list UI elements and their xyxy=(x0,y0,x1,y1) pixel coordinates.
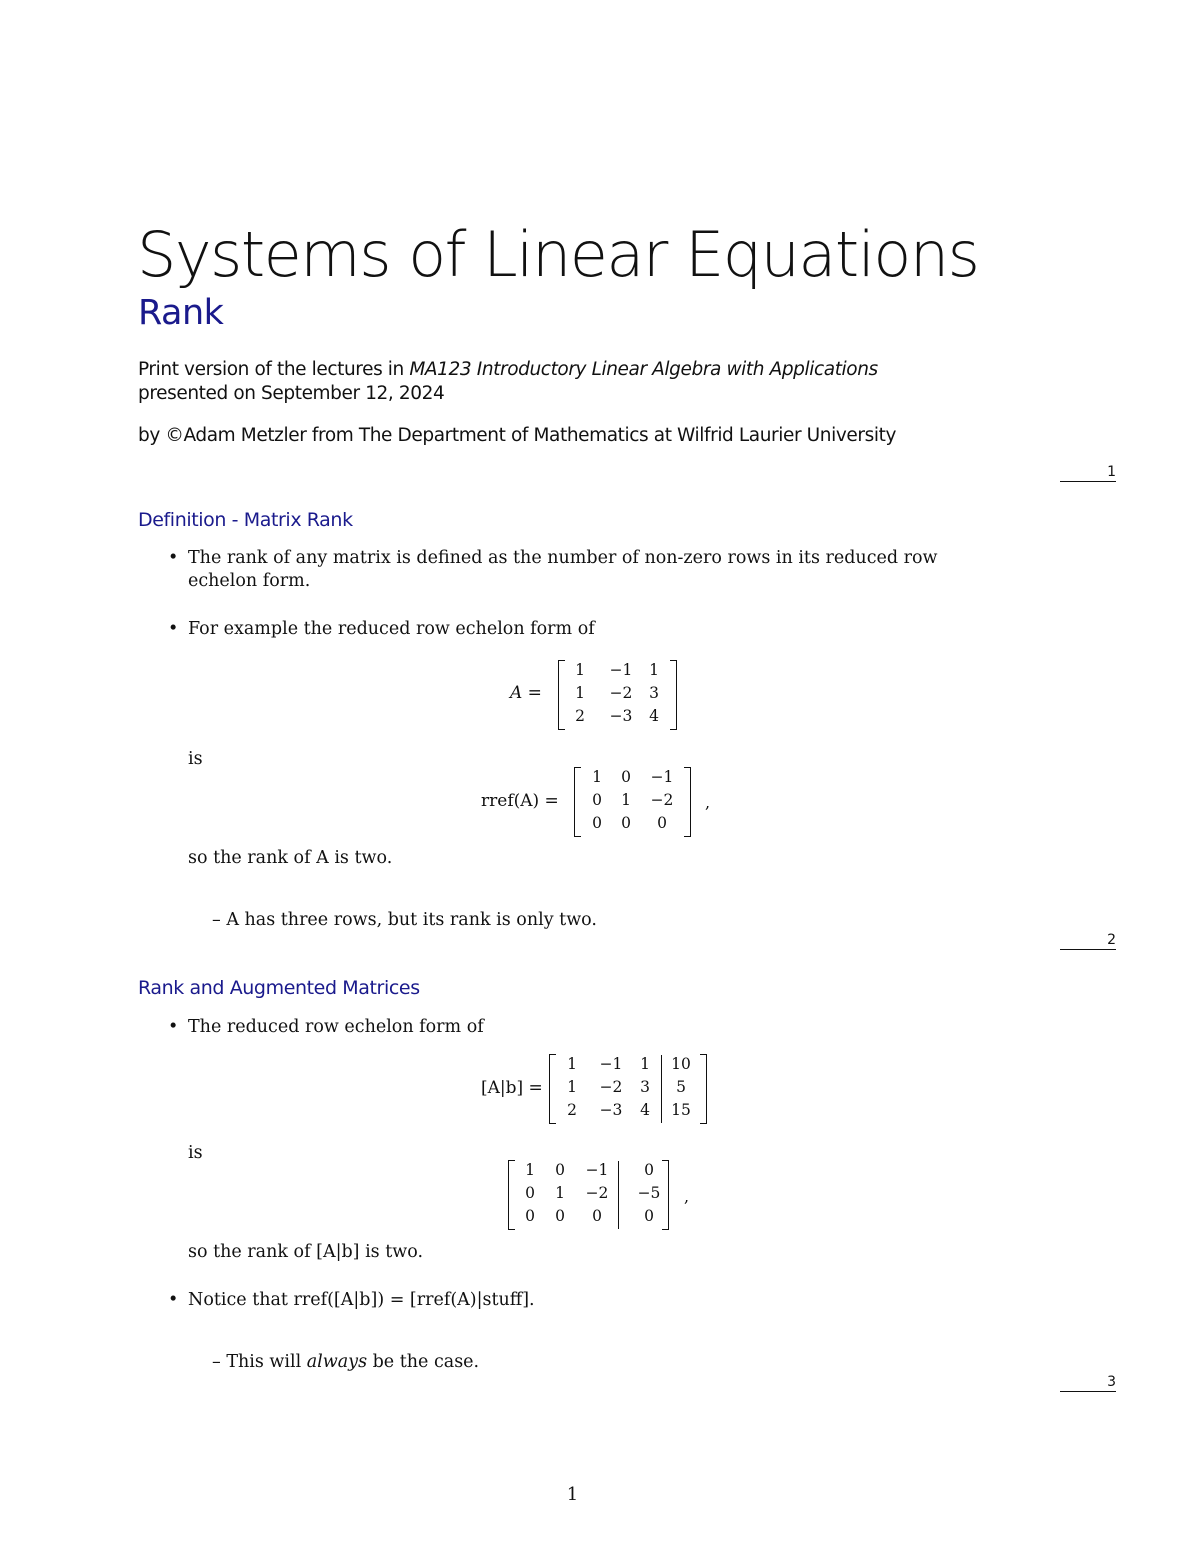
bullet-rank-definition-line1: The rank of any matrix is defined as the number of non-zero rows in its reduced row xyxy=(188,548,938,568)
augmented-rref-divider xyxy=(618,1161,619,1229)
matrix-cell: 15 xyxy=(671,1101,691,1119)
section-heading-augmented: Rank and Augmented Matrices xyxy=(138,977,420,999)
augmented-rref-right-bracket xyxy=(662,1160,669,1230)
print-version-prefix: Print version of the lectures in xyxy=(138,359,410,380)
sub-bullet-three-rows: – A has three rows, but its rank is only two. xyxy=(212,910,597,930)
matrix-cell: 0 xyxy=(592,814,602,832)
always-suffix: be the case. xyxy=(367,1352,480,1372)
slide-number-1: 1 xyxy=(1060,464,1116,482)
matrix-cell: −1 xyxy=(650,768,674,786)
matrix-a-left-bracket xyxy=(558,660,565,730)
sub-bullet-always xyxy=(212,1352,479,1372)
always-prefix: – This will xyxy=(212,1352,307,1372)
matrix-cell: −1 xyxy=(585,1161,609,1179)
matrix-cell: 1 xyxy=(640,1055,650,1073)
bullet-notice-text: Notice that rref([A|b]) = [rref(A)|stuff]. xyxy=(188,1290,535,1310)
author-line: by ©Adam Metzler from The Department of Mathematics at Wilfrid Laurier University xyxy=(138,425,896,446)
matrix-cell: −2 xyxy=(599,1078,623,1096)
rref-a-left-bracket xyxy=(574,767,581,837)
matrix-cell: 2 xyxy=(575,707,585,725)
document-title: Systems of Linear Equations xyxy=(137,218,979,291)
matrix-cell: 1 xyxy=(575,684,585,702)
matrix-cell: 4 xyxy=(649,707,659,725)
matrix-cell: 0 xyxy=(592,1207,602,1225)
is-text-2: is xyxy=(188,1143,203,1163)
augmented-label: [A|b] = xyxy=(481,1078,543,1098)
matrix-cell: 0 xyxy=(592,791,602,809)
bullet-rank-definition-line2: echelon form. xyxy=(188,571,311,591)
matrix-cell: −5 xyxy=(637,1184,661,1202)
matrix-cell: 1 xyxy=(621,791,631,809)
augmented-left-bracket xyxy=(549,1054,556,1124)
matrix-cell: 0 xyxy=(525,1184,535,1202)
matrix-cell: 1 xyxy=(575,661,585,679)
matrix-cell: 10 xyxy=(671,1055,691,1073)
slide-number-3: 3 xyxy=(1060,1374,1116,1392)
is-text-1: is xyxy=(188,749,203,769)
matrix-cell: 0 xyxy=(644,1207,654,1225)
matrix-cell: 2 xyxy=(567,1101,577,1119)
rref-a-label: rref(A) = xyxy=(481,791,559,811)
matrix-cell: 3 xyxy=(649,684,659,702)
matrix-cell: −2 xyxy=(585,1184,609,1202)
section-heading-matrix-rank: Definition - Matrix Rank xyxy=(138,509,353,531)
presented-date-line: presented on September 12, 2024 xyxy=(138,383,445,404)
matrix-cell: −1 xyxy=(599,1055,623,1073)
course-name: MA123 Introductory Linear Algebra with Applications xyxy=(409,359,878,380)
matrix-cell: 1 xyxy=(567,1055,577,1073)
document-subtitle: Rank xyxy=(138,293,224,333)
matrix-cell: −1 xyxy=(609,661,633,679)
bullet-example-text: For example the reduced row echelon form of xyxy=(188,619,595,639)
matrix-cell: 0 xyxy=(525,1207,535,1225)
bullet-rref-of-text: The reduced row echelon form of xyxy=(188,1017,484,1037)
slide-number-2: 2 xyxy=(1060,932,1116,950)
matrix-cell: 1 xyxy=(592,768,602,786)
matrix-cell: 5 xyxy=(676,1078,686,1096)
comma: , xyxy=(705,793,711,812)
page-number: 1 xyxy=(566,1484,579,1505)
matrix-cell: 1 xyxy=(525,1161,535,1179)
rank-a-conclusion: so the rank of A is two. xyxy=(188,848,393,868)
matrix-cell: 0 xyxy=(555,1161,565,1179)
matrix-a-right-bracket xyxy=(670,660,677,730)
matrix-cell: 0 xyxy=(644,1161,654,1179)
always-emphasis: always xyxy=(306,1352,368,1372)
matrix-cell: 1 xyxy=(555,1184,565,1202)
matrix-cell: 0 xyxy=(621,768,631,786)
matrix-cell: 1 xyxy=(567,1078,577,1096)
matrix-cell: −2 xyxy=(609,684,633,702)
rref-a-right-bracket xyxy=(684,767,691,837)
matrix-cell: −3 xyxy=(599,1101,623,1119)
augmented-right-bracket xyxy=(700,1054,707,1124)
matrix-cell: 3 xyxy=(640,1078,650,1096)
matrix-cell: −2 xyxy=(650,791,674,809)
matrix-cell: 0 xyxy=(621,814,631,832)
augmented-rref-left-bracket xyxy=(508,1160,515,1230)
rank-augmented-conclusion: so the rank of [A|b] is two. xyxy=(188,1242,424,1262)
matrix-cell: 4 xyxy=(640,1101,650,1119)
print-version-line xyxy=(138,359,878,380)
matrix-cell: 1 xyxy=(649,661,659,679)
matrix-cell: 0 xyxy=(657,814,667,832)
matrix-cell: −3 xyxy=(609,707,633,725)
comma: , xyxy=(684,1187,690,1206)
augmented-divider xyxy=(661,1055,662,1123)
matrix-a-label: A = xyxy=(510,683,542,703)
matrix-cell: 0 xyxy=(555,1207,565,1225)
